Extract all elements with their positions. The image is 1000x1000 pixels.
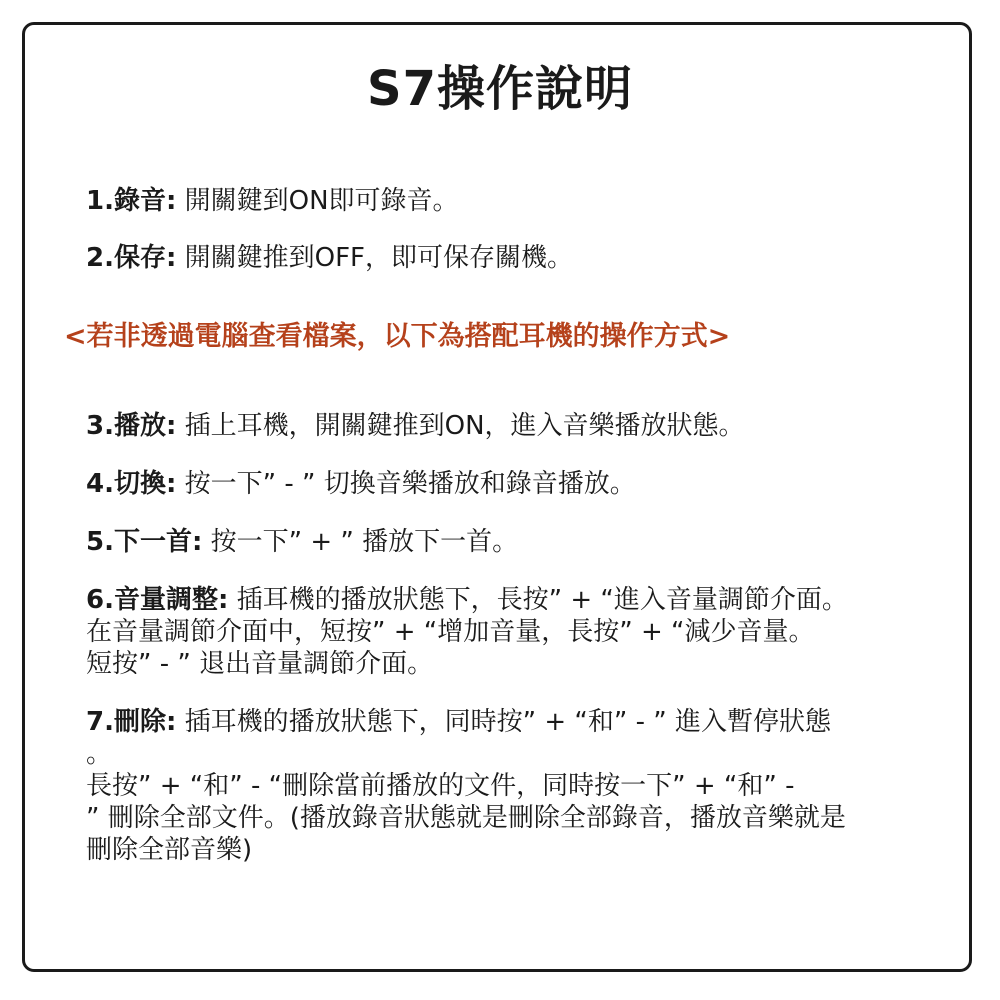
item-label: 5.下一首:	[86, 527, 203, 557]
item-switch	[86, 468, 946, 500]
item-text: 插耳機的播放狀態下，長按” + “進入音量調節介面。	[228, 585, 848, 615]
item-volume	[86, 584, 946, 680]
item-label: 7.刪除:	[86, 707, 177, 737]
item-line: 短按” - ” 退出音量調節介面。	[86, 649, 434, 679]
item-line	[86, 584, 946, 616]
item-line: 長按” + “和” - “刪除當前播放的文件，同時按一下” + “和” -	[86, 771, 795, 801]
item-line	[86, 706, 946, 738]
item-next-track	[86, 526, 946, 558]
item-text: 插耳機的播放狀態下，同時按” + “和” - ” 進入暫停狀態	[176, 707, 832, 737]
item-line: ” 刪除全部文件。(播放錄音狀態就是刪除全部錄音，播放音樂就是	[86, 803, 846, 833]
item-line: 刪除全部音樂)	[86, 835, 253, 865]
item-label: 1.錄音:	[86, 186, 177, 216]
item-play	[86, 410, 946, 442]
item-line: 在音量調節介面中，短按” + “增加音量，長按” + “減少音量。	[86, 617, 815, 647]
item-label: 4.切換:	[86, 469, 177, 499]
item-line: 。	[86, 739, 113, 769]
item-delete	[86, 706, 946, 866]
notice-heading: <若非透過電腦查看檔案，以下為搭配耳機的操作方式>	[64, 321, 731, 352]
item-text: 按一下” + ” 播放下一首。	[202, 527, 519, 557]
item-label: 2.保存:	[86, 243, 177, 273]
item-text: 開關鍵推到OFF，即可保存關機。	[176, 243, 574, 273]
item-text: 按一下” - ” 切換音樂播放和錄音播放。	[176, 469, 636, 499]
item-label: 6.音量調整:	[86, 585, 229, 615]
item-text: 插上耳機，開關鍵推到ON，進入音樂播放狀態。	[176, 411, 745, 441]
item-record	[86, 185, 946, 217]
item-label: 3.播放:	[86, 411, 177, 441]
item-save	[86, 242, 946, 274]
item-text: 開關鍵到ON即可錄音。	[176, 186, 459, 216]
page-title: S7操作說明	[367, 61, 633, 117]
